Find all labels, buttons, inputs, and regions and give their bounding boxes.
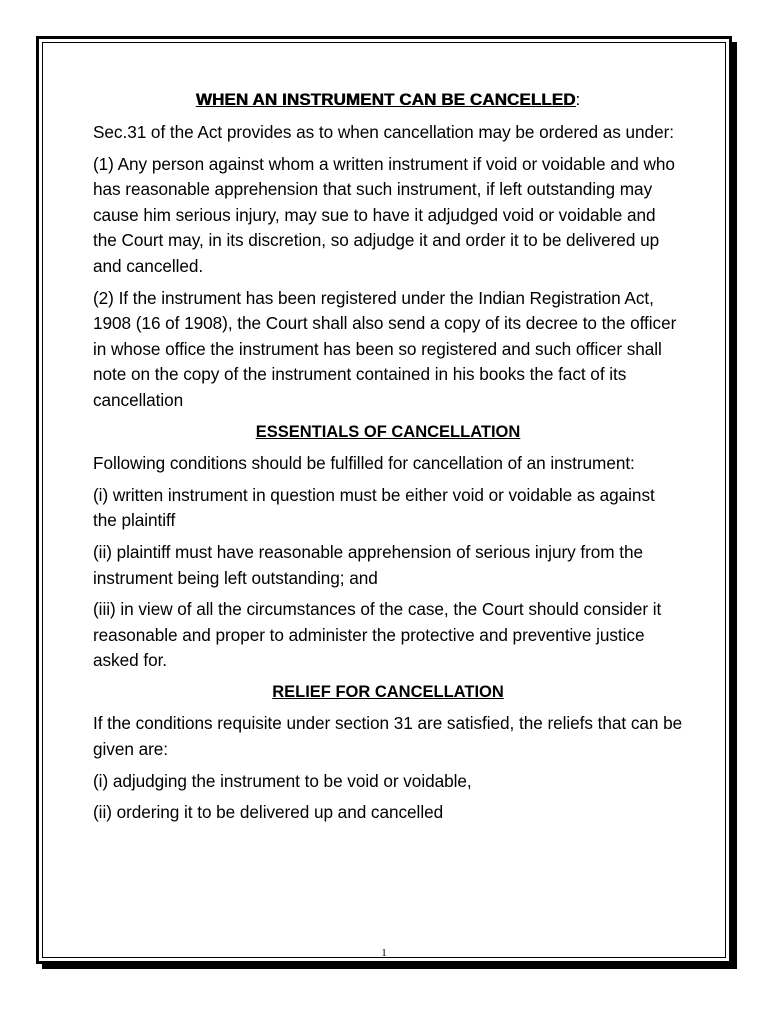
document-title-text: WHEN AN INSTRUMENT CAN BE CANCELLED: [195, 90, 576, 109]
essentials-paragraph-2: (i) written instrument in question must be either void or voidable as against the plaintiff: [93, 484, 655, 531]
intro-paragraph-2: (1) Any person against whom a written instrument if void or voidable and who has reasonable apprehension that such instrument, if left outstanding may cause him serious injury, may sue to have it adjudged void or voidable and the Court may, in its discretion, so adjudge it and order it to be delivered up and cancelled.: [93, 153, 675, 276]
essentials-paragraph-1: Following conditions should be fulfilled for cancellation of an instrument:: [93, 453, 635, 474]
relief-paragraph-2: (i) adjudging the instrument to be void or voidable,: [93, 770, 472, 791]
intro-paragraph-3: (2) If the instrument has been registered under the Indian Registration Act, 1908 (16 of 1908), the Court shall also send a copy of its decree to the officer in whose office the instrument has been so registered and such officer shall note on the copy of the instrument contained in his books the fact of its cancellation: [93, 287, 677, 410]
section-heading-essentials: ESSENTIALS OF CANCELLATION: [255, 422, 521, 441]
document-body: [93, 86, 683, 832]
essentials-paragraph-4: (iii) in view of all the circumstances of the case, the Court should consider it reasonable and proper to administer the protective and preventive justice asked for.: [93, 599, 662, 671]
page-number: 1: [381, 947, 387, 959]
page-border-shadow-bottom: [42, 964, 737, 969]
document-title-colon: :: [575, 90, 581, 109]
relief-paragraph-1: If the conditions requisite under section 31 are satisfied, the reliefs that can be given are:: [93, 713, 683, 760]
essentials-paragraph-3: (ii) plaintiff must have reasonable apprehension of serious injury from the instrument being left outstanding; and: [93, 541, 644, 588]
section-heading-relief: RELIEF FOR CANCELLATION: [272, 682, 504, 701]
relief-paragraph-3: (ii) ordering it to be delivered up and cancelled: [93, 802, 444, 823]
page-border-shadow-right: [732, 42, 737, 967]
document-title: [93, 86, 683, 114]
intro-paragraph-1: Sec.31 of the Act provides as to when cancellation may be ordered as under:: [93, 122, 674, 142]
